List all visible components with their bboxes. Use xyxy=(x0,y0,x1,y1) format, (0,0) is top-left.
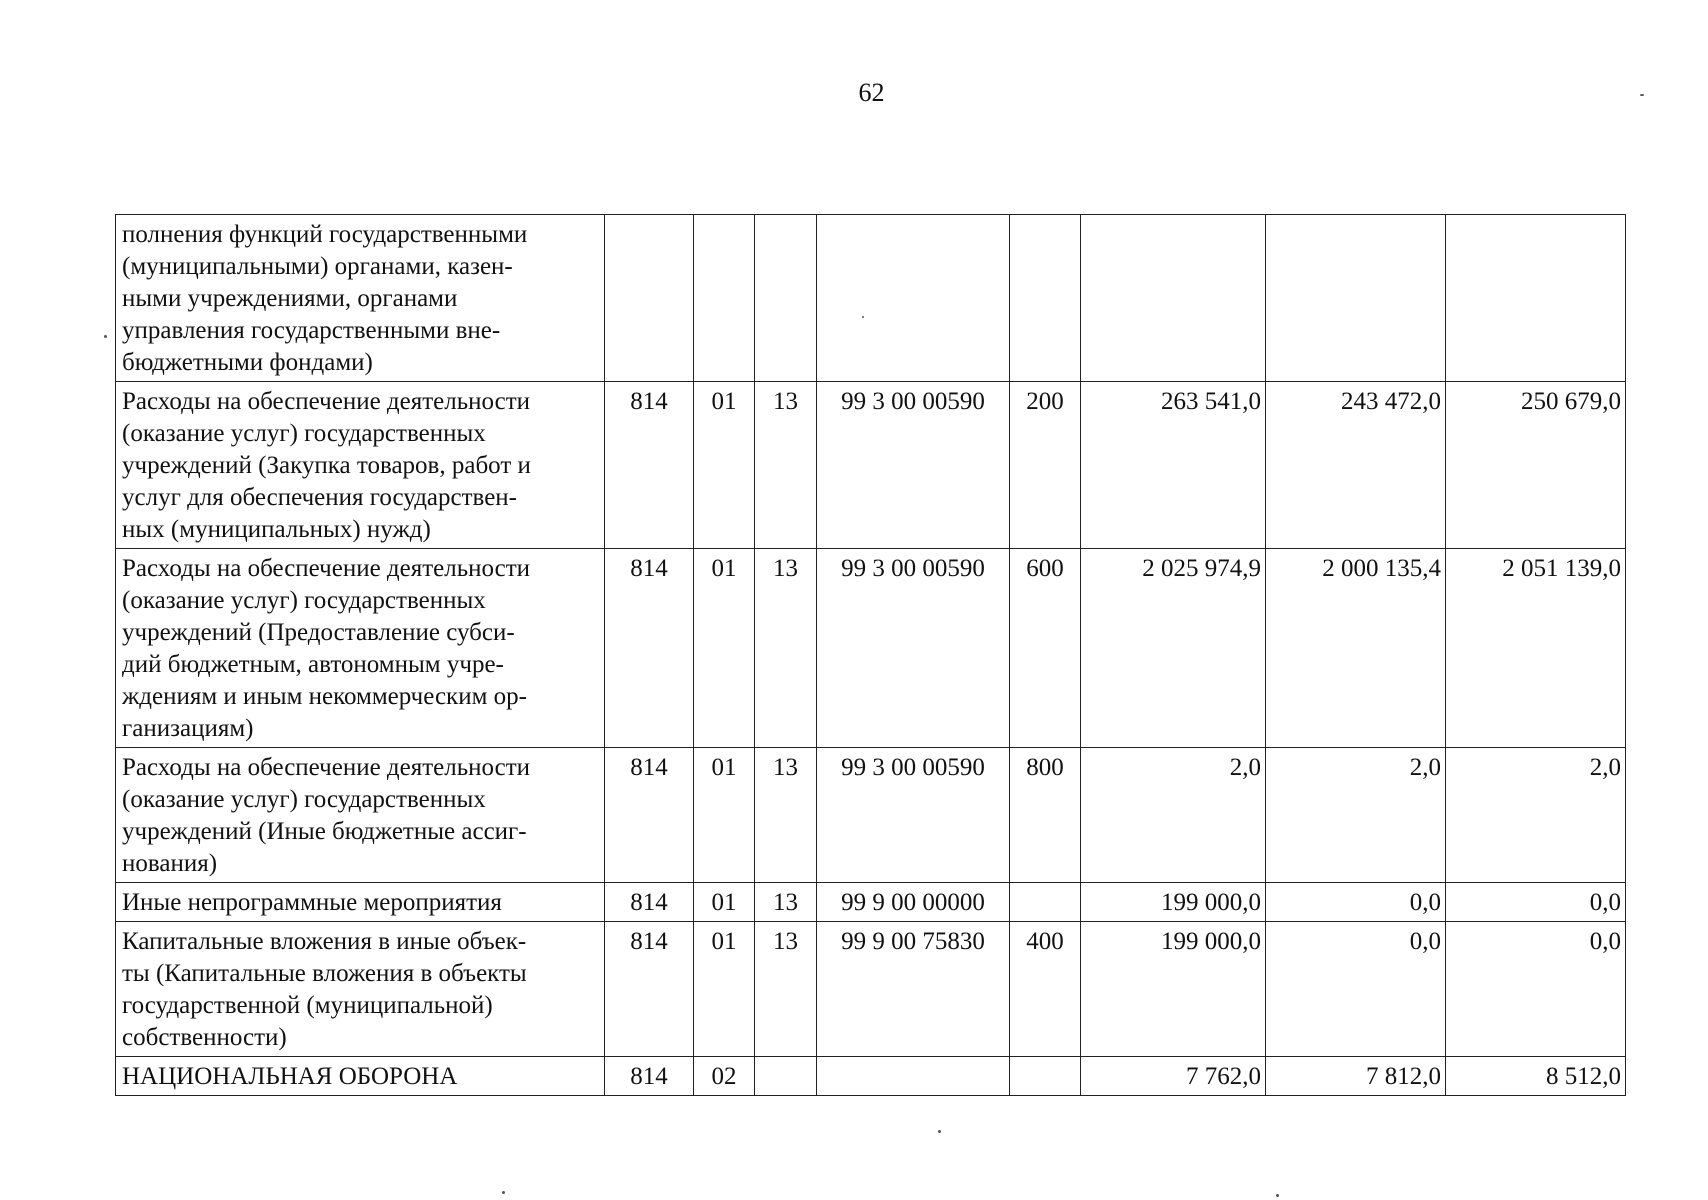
article-cell: 99 9 00 75830 xyxy=(817,922,1010,1057)
description-line: бюджетными фондами) xyxy=(122,349,373,376)
table-row xyxy=(116,382,1626,549)
section-cell xyxy=(694,215,755,382)
page-number: 62 xyxy=(858,78,885,107)
scan-speck xyxy=(1640,94,1644,96)
description-cell xyxy=(116,922,605,1057)
description-line: учреждений (Закупка товаров, работ и xyxy=(122,452,531,479)
article-cell: 99 3 00 00590 xyxy=(817,549,1010,748)
description-cell xyxy=(116,215,605,382)
admin-code-cell: 814 xyxy=(605,922,694,1057)
section-cell: 02 xyxy=(694,1057,755,1096)
table-row xyxy=(116,215,1626,382)
description-line: НАЦИОНАЛЬНАЯ ОБОРОНА xyxy=(122,1063,458,1090)
subsection-cell xyxy=(755,1057,817,1096)
description-line: дий бюджетным, автономным учре- xyxy=(122,651,504,678)
amount-cell: 2,0 xyxy=(1446,748,1626,883)
amount-cell xyxy=(1446,215,1626,382)
section-cell: 01 xyxy=(694,748,755,883)
amount-cell: 8 512,0 xyxy=(1446,1057,1626,1096)
expense-type-cell: 400 xyxy=(1010,922,1081,1057)
description-line: учреждений (Предоставление субси- xyxy=(122,619,515,646)
amount-cell: 199 000,0 xyxy=(1081,922,1266,1057)
scan-speck xyxy=(938,1130,941,1133)
subsection-cell: 13 xyxy=(755,883,817,922)
amount-cell: 2,0 xyxy=(1081,748,1266,883)
description-line: нования) xyxy=(122,850,218,877)
admin-code-cell: 814 xyxy=(605,1057,694,1096)
amount-cell: 0,0 xyxy=(1446,922,1626,1057)
description-line: собственности) xyxy=(122,1024,287,1051)
admin-code-cell xyxy=(605,215,694,382)
description-line: ты (Капитальные вложения в объекты xyxy=(122,960,527,987)
amount-cell: 2 000 135,4 xyxy=(1266,549,1446,748)
expense-type-cell xyxy=(1010,1057,1081,1096)
amount-cell xyxy=(1266,215,1446,382)
scan-speck xyxy=(502,1191,505,1194)
amount-cell: 199 000,0 xyxy=(1081,883,1266,922)
amount-cell: 0,0 xyxy=(1446,883,1626,922)
admin-code-cell: 814 xyxy=(605,748,694,883)
budget-table xyxy=(115,214,1626,1096)
table-row xyxy=(116,922,1626,1057)
amount-cell xyxy=(1081,215,1266,382)
description-line: полнения функций государственными xyxy=(122,221,528,248)
section-cell: 01 xyxy=(694,922,755,1057)
article-cell: 99 9 00 00000 xyxy=(817,883,1010,922)
description-line: Иные непрограммные мероприятия xyxy=(122,889,502,916)
description-line: (оказание услуг) государственных xyxy=(122,786,486,813)
description-line: ждениям и иным некоммерческим ор- xyxy=(122,683,527,710)
description-cell xyxy=(116,748,605,883)
description-line: учреждений (Иные бюджетные ассиг- xyxy=(122,818,527,845)
description-line: управления государственными вне- xyxy=(122,317,501,344)
scan-speck xyxy=(104,335,107,338)
amount-cell: 263 541,0 xyxy=(1081,382,1266,549)
admin-code-cell: 814 xyxy=(605,382,694,549)
description-line: (муниципальными) органами, казен- xyxy=(122,253,513,280)
expense-type-cell xyxy=(1010,215,1081,382)
subsection-cell: 13 xyxy=(755,382,817,549)
amount-cell: 0,0 xyxy=(1266,883,1446,922)
table-row xyxy=(116,748,1626,883)
subsection-cell: 13 xyxy=(755,748,817,883)
description-line: Капитальные вложения в иные объек- xyxy=(122,928,527,955)
admin-code-cell: 814 xyxy=(605,549,694,748)
amount-cell: 2 051 139,0 xyxy=(1446,549,1626,748)
section-cell: 01 xyxy=(694,382,755,549)
subsection-cell: 13 xyxy=(755,922,817,1057)
scan-speck xyxy=(1276,1194,1279,1197)
description-line: (оказание услуг) государственных xyxy=(122,587,486,614)
description-line: ными учреждениями, органами xyxy=(122,285,458,312)
expense-type-cell: 200 xyxy=(1010,382,1081,549)
article-cell: 99 3 00 00590 xyxy=(817,748,1010,883)
amount-cell: 7 762,0 xyxy=(1081,1057,1266,1096)
description-line: ганизациям) xyxy=(122,715,254,742)
article-cell xyxy=(817,1057,1010,1096)
description-line: государственной (муниципальной) xyxy=(122,992,493,1019)
amount-cell: 0,0 xyxy=(1266,922,1446,1057)
subsection-cell xyxy=(755,215,817,382)
table-row xyxy=(116,883,1626,922)
description-cell xyxy=(116,549,605,748)
admin-code-cell: 814 xyxy=(605,883,694,922)
amount-cell: 250 679,0 xyxy=(1446,382,1626,549)
description-cell xyxy=(116,883,605,922)
description-line: Расходы на обеспечение деятельности xyxy=(122,388,531,415)
expense-type-cell xyxy=(1010,883,1081,922)
table-row xyxy=(116,1057,1626,1096)
description-cell xyxy=(116,382,605,549)
table-row xyxy=(116,549,1626,748)
section-cell: 01 xyxy=(694,549,755,748)
amount-cell: 2 025 974,9 xyxy=(1081,549,1266,748)
description-line: (оказание услуг) государственных xyxy=(122,420,486,447)
amount-cell: 2,0 xyxy=(1266,748,1446,883)
amount-cell: 7 812,0 xyxy=(1266,1057,1446,1096)
description-cell xyxy=(116,1057,605,1096)
scan-speck xyxy=(862,316,864,318)
subsection-cell: 13 xyxy=(755,549,817,748)
description-line: услуг для обеспечения государствен- xyxy=(122,484,517,511)
section-cell: 01 xyxy=(694,883,755,922)
description-line: ных (муниципальных) нужд) xyxy=(122,516,431,543)
expense-type-cell: 600 xyxy=(1010,549,1081,748)
amount-cell: 243 472,0 xyxy=(1266,382,1446,549)
article-cell: 99 3 00 00590 xyxy=(817,382,1010,549)
description-line: Расходы на обеспечение деятельности xyxy=(122,555,531,582)
expense-type-cell: 800 xyxy=(1010,748,1081,883)
description-line: Расходы на обеспечение деятельности xyxy=(122,754,531,781)
article-cell xyxy=(817,215,1010,382)
